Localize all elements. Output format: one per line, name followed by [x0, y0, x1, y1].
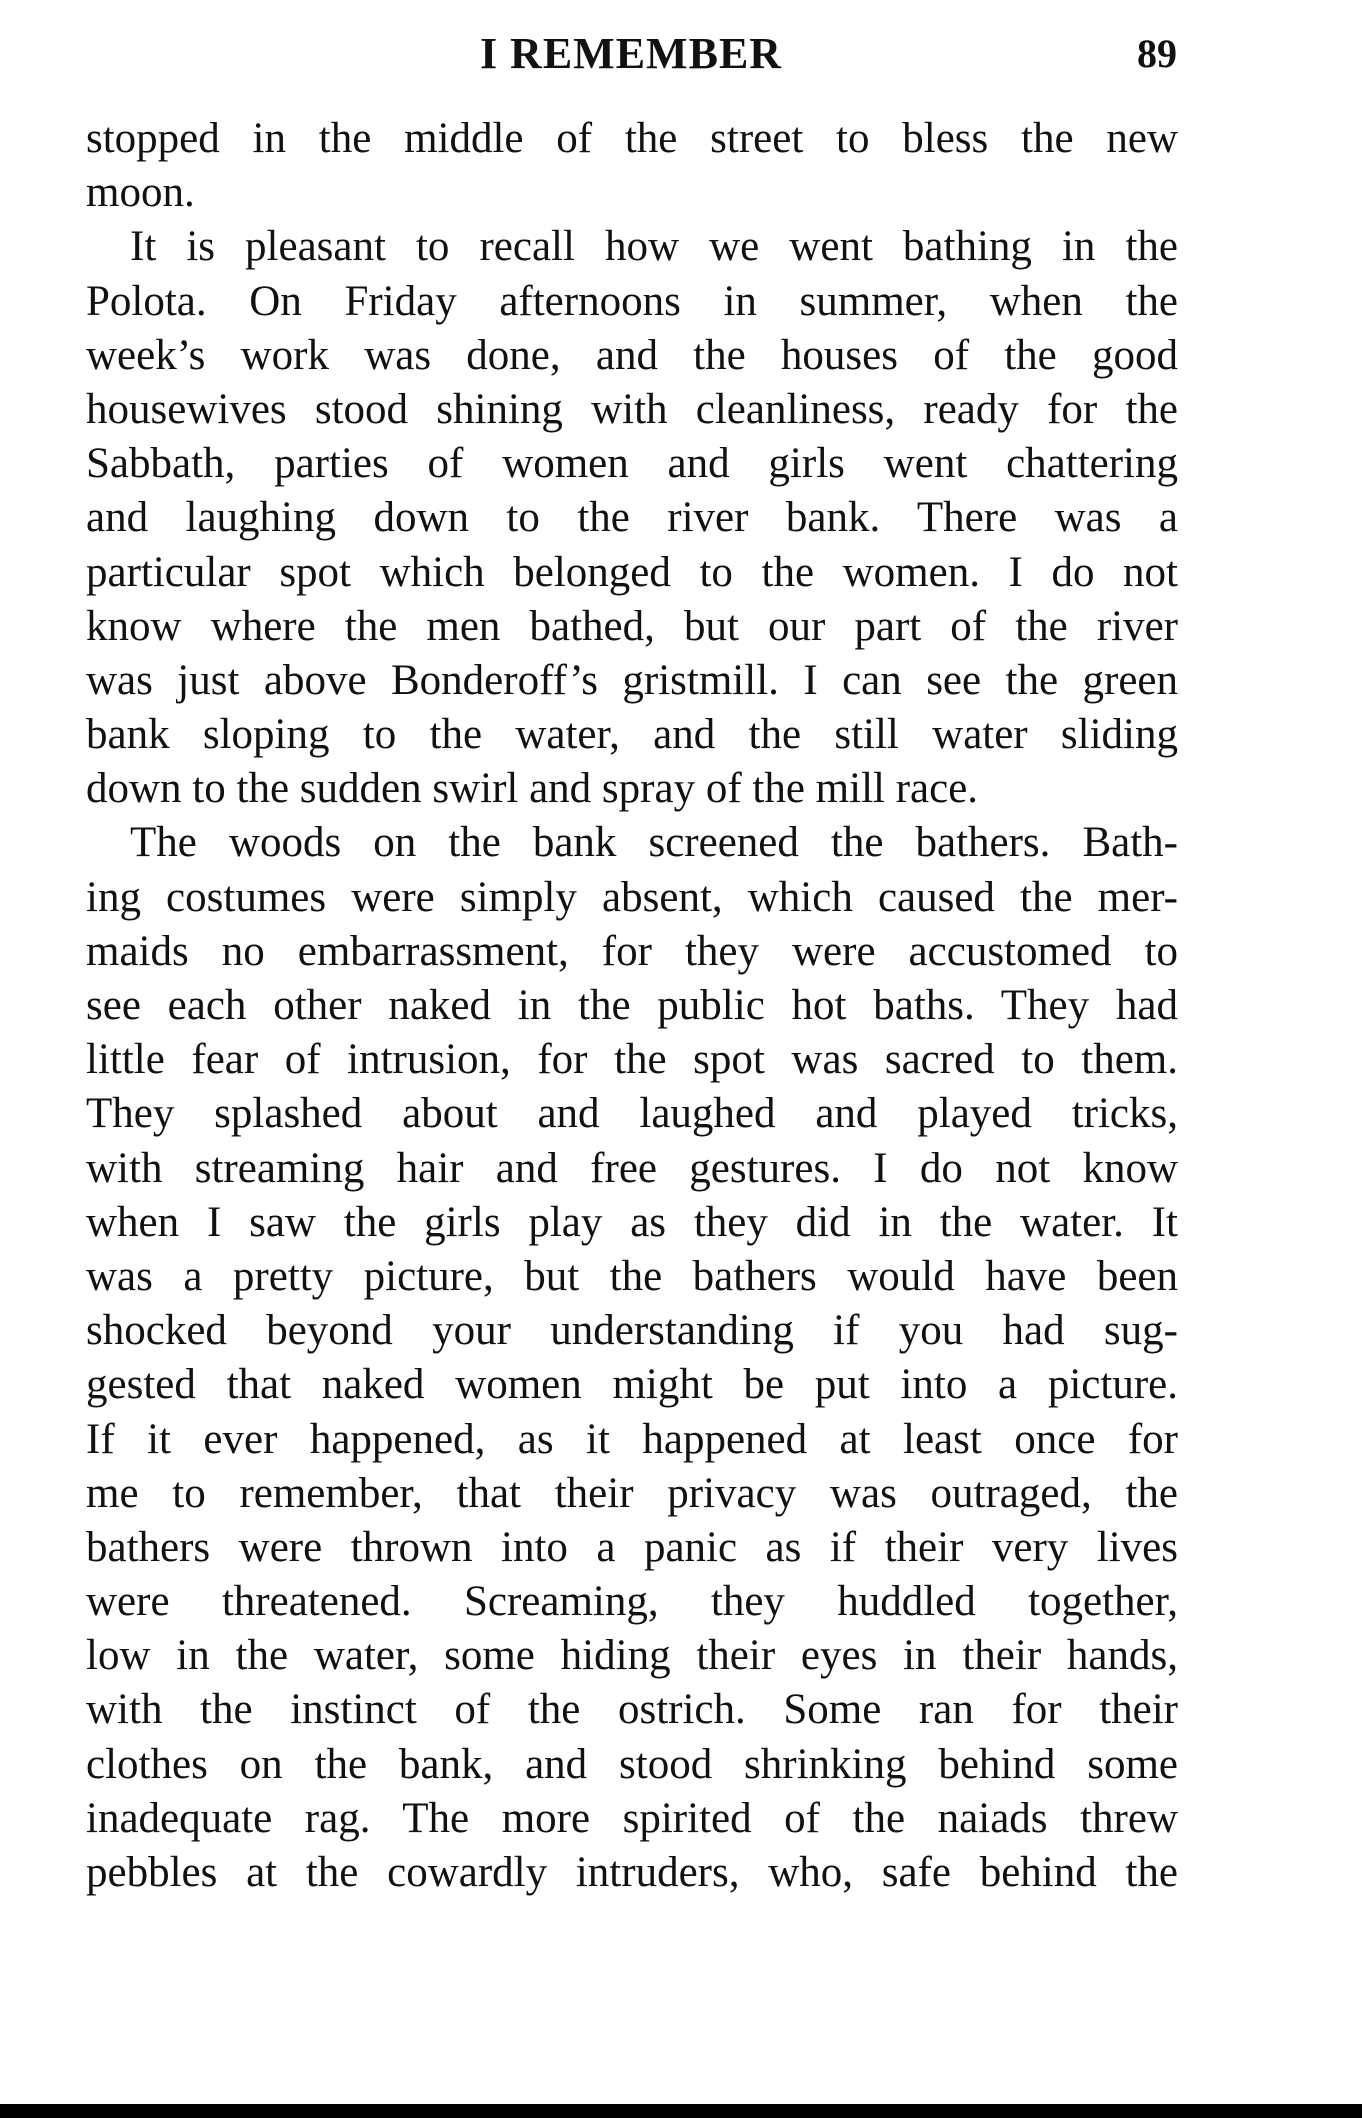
running-title: I REMEMBER	[479, 29, 783, 78]
text-line: ing costumes were simply absent, which caused the mer-	[86, 873, 1178, 921]
text-line: little fear of intrusion, for the spot was sacred to them.	[86, 1036, 1178, 1084]
text-line: gested that naked women might be put into a picture.	[86, 1361, 1178, 1409]
text-line: me to remember, that their privacy was outraged, the	[86, 1469, 1178, 1517]
text-line: Polota. On Friday afternoons in summer, when the	[86, 277, 1178, 325]
text-line: see each other naked in the public hot baths. They had	[86, 982, 1178, 1029]
text-line: low in the water, some hiding their eyes in their hands,	[86, 1632, 1178, 1680]
text-line: maids no embarrassment, for they were accustomed to	[86, 927, 1178, 975]
text-line: was just above Bonderoff’s gristmill. I can see the green	[86, 656, 1178, 704]
bottom-border	[0, 2104, 1362, 2118]
text-line: moon.	[86, 169, 195, 217]
text-line: They splashed about and laughed and played tricks,	[86, 1090, 1178, 1138]
text-line: Sabbath, parties of women and girls went chattering	[86, 440, 1178, 488]
text-line: shocked beyond your understanding if you had sug-	[86, 1307, 1178, 1355]
text-line: week’s work was done, and the houses of the good	[86, 331, 1178, 379]
text-line: particular spot which belonged to the women. I do not	[86, 548, 1178, 596]
text-line: know where the men bathed, but our part of the river	[86, 602, 1178, 650]
page-number: 89	[1137, 31, 1177, 76]
text-line: with streaming hair and free gestures. I do not know	[86, 1144, 1178, 1192]
text-line: clothes on the bank, and stood shrinking behind some	[86, 1740, 1178, 1788]
text-line: with the instinct of the ostrich. Some ran for their	[86, 1686, 1178, 1734]
text-line: were threatened. Screaming, they huddled together,	[86, 1578, 1178, 1626]
text-line: stopped in the middle of the street to bless the new	[86, 115, 1178, 162]
text-line: was a pretty picture, but the bathers would have been	[86, 1252, 1178, 1300]
body-text	[86, 112, 1178, 1900]
running-head	[85, 26, 1177, 86]
text-line: down to the sudden swirl and spray of the mill race.	[86, 765, 979, 813]
text-line: The woods on the bank screened the bathers. Bath-	[130, 819, 1178, 867]
text-line: inadequate rag. The more spirited of the naiads threw	[86, 1794, 1178, 1842]
text-line: pebbles at the cowardly intruders, who, safe behind the	[86, 1849, 1178, 1896]
text-line: and laughing down to the river bank. There was a	[86, 494, 1178, 542]
text-line: housewives stood shining with cleanliness, ready for the	[86, 385, 1178, 433]
text-line: when I saw the girls play as they did in the water. It	[86, 1198, 1178, 1246]
text-line: bank sloping to the water, and the still water sliding	[86, 711, 1178, 759]
text-line: It is pleasant to recall how we went bathing in the	[130, 223, 1178, 271]
text-line: If it ever happened, as it happened at least once for	[86, 1415, 1178, 1463]
text-line: bathers were thrown into a panic as if their very lives	[86, 1523, 1178, 1571]
